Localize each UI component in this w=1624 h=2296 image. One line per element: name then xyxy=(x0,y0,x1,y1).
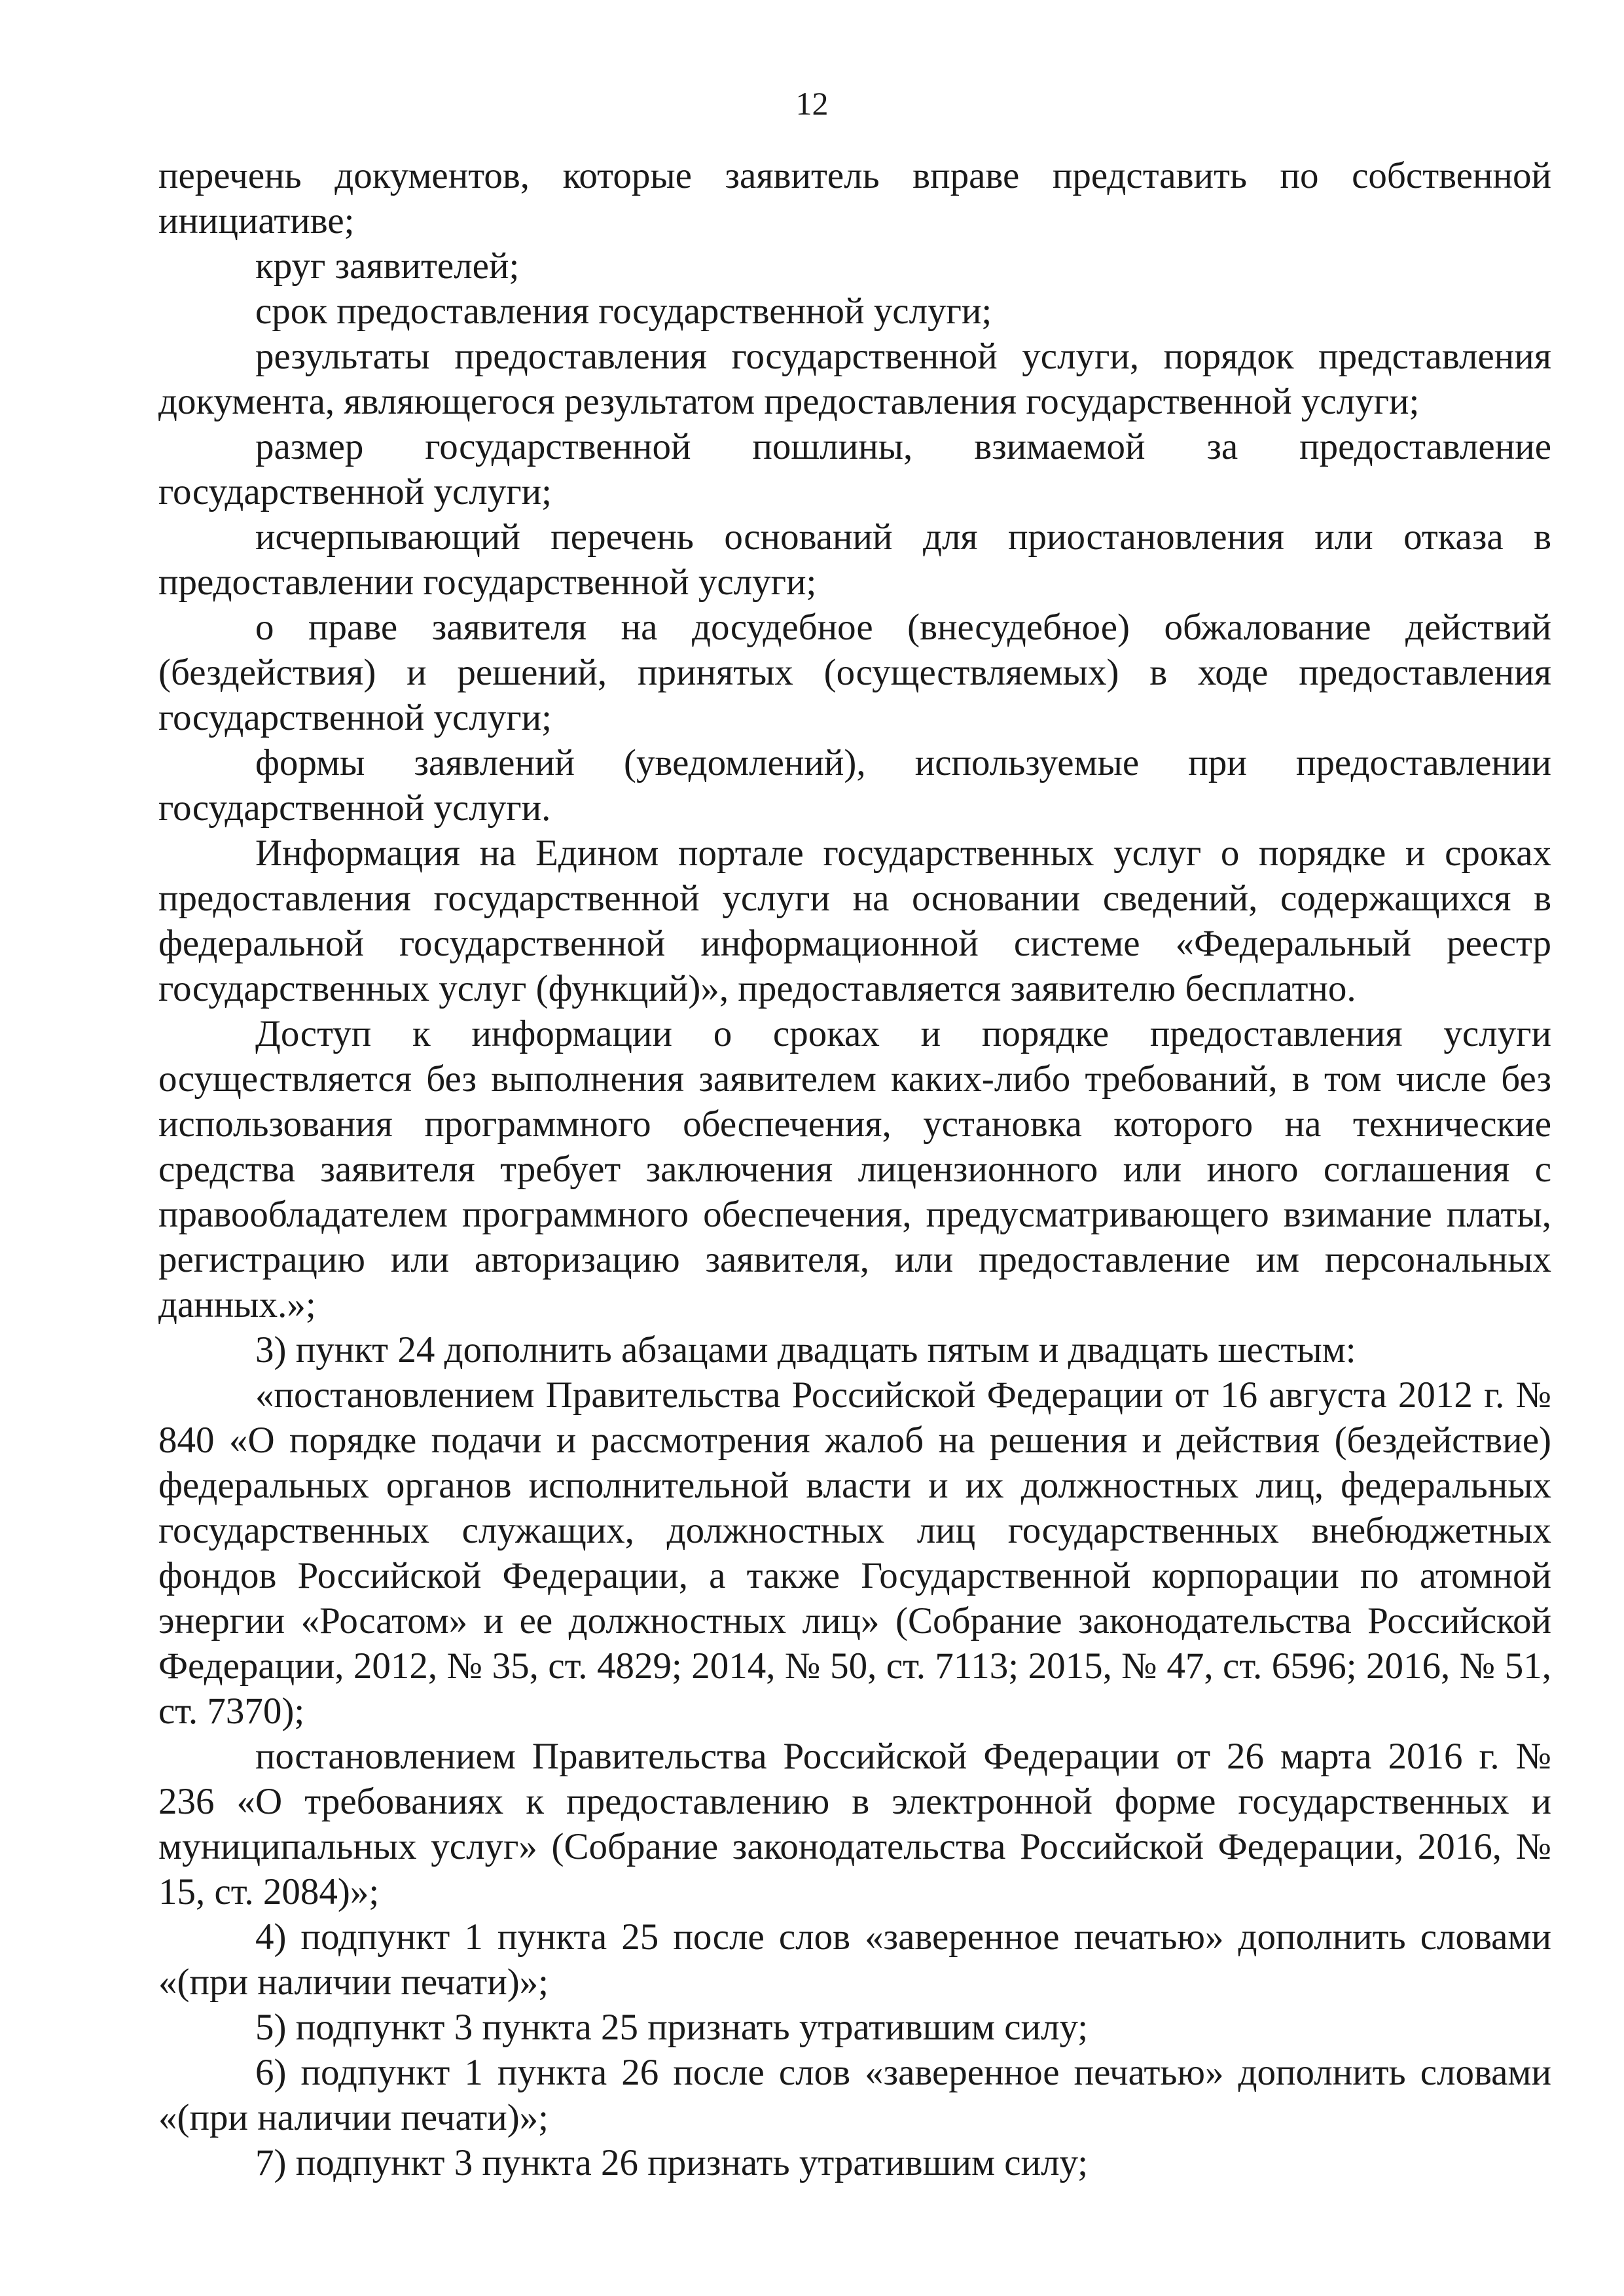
paragraph: 7) подпункт 3 пункта 26 признать утратившим силу; xyxy=(255,2142,1089,2183)
page-number: 12 xyxy=(795,85,829,122)
document-body xyxy=(158,153,1551,2185)
paragraph: 6) подпункт 1 пункта 26 после слов «заверенное печатью» дополнить словами «(при наличии печати)»; xyxy=(158,2052,1551,2138)
paragraph: Информация на Едином портале государственных услуг о порядке и сроках предоставления государственной услуги на основании сведений, содержащихся в федеральной государственной информационной системе «Федеральный реестр государственных услуг (функций)», предоставляется заявителю бесплатно. xyxy=(158,833,1551,1009)
paragraph: 4) подпункт 1 пункта 25 после слов «заверенное печатью» дополнить словами «(при наличии печати)»; xyxy=(158,1916,1551,2003)
paragraph: 5) подпункт 3 пункта 25 признать утратившим силу; xyxy=(255,2007,1089,2048)
paragraph: результаты предоставления государственной услуги, порядок представления документа, являющегося результатом предоставления государственной услуги; xyxy=(158,336,1551,422)
paragraph: перечень документов, которые заявитель вправе представить по собственной инициативе; xyxy=(158,155,1551,242)
paragraph: исчерпывающий перечень оснований для приостановления или отказа в предоставлении государственной услуги; xyxy=(158,516,1551,603)
paragraph: круг заявителей; xyxy=(255,245,520,287)
paragraph: «постановлением Правительства Российской Федерации от 16 августа 2012 г. № 840 «О порядке подачи и рассмотрения жалоб на решения и действия (бездействие) федеральных органов исполнительной власти и их должностных лиц, федеральных государственных служащих, должностных лиц государственных внебюджетных фондов Российской Федерации, а также Государственной корпорации по атомной энергии «Росатом» и ее должностных лиц» (Собрание законодательства Российской Федерации, 2012, № 35, ст. 4829; 2014, № 50, ст. 7113; 2015, № 47, ст. 6596; 2016, № 51, ст. 7370); xyxy=(158,1374,1551,1732)
paragraph: о праве заявителя на досудебное (внесудебное) обжалование действий (бездействия) и решений, принятых (осуществляемых) в ходе предоставления государственной услуги; xyxy=(158,607,1551,738)
paragraph: 3) пункт 24 дополнить абзацами двадцать пятым и двадцать шестым: xyxy=(255,1329,1356,1371)
paragraph: срок предоставления государственной услуги; xyxy=(255,291,992,332)
paragraph: Доступ к информации о сроках и порядке предоставления услуги осуществляется без выполнения заявителем каких-либо требований, в том числе без использования программного обеспечения, установка которого на технические средства заявителя требует заключения лицензионного или иного соглашения с правообладателем программного обеспечения, предусматривающего взимание платы, регистрацию или авторизацию заявителя, или предоставление им персональных данных.»; xyxy=(158,1013,1551,1325)
paragraph: постановлением Правительства Российской Федерации от 26 марта 2016 г. № 236 «О требованиях к предоставлению в электронной форме государственных и муниципальных услуг» (Собрание законодательства Российской Федерации, 2016, № 15, ст. 2084)»; xyxy=(158,1736,1551,1912)
paragraph: размер государственной пошлины, взимаемой за предоставление государственной услуги; xyxy=(158,426,1551,512)
paragraph: формы заявлений (уведомлений), используемые при предоставлении государственной услуги. xyxy=(158,742,1551,829)
